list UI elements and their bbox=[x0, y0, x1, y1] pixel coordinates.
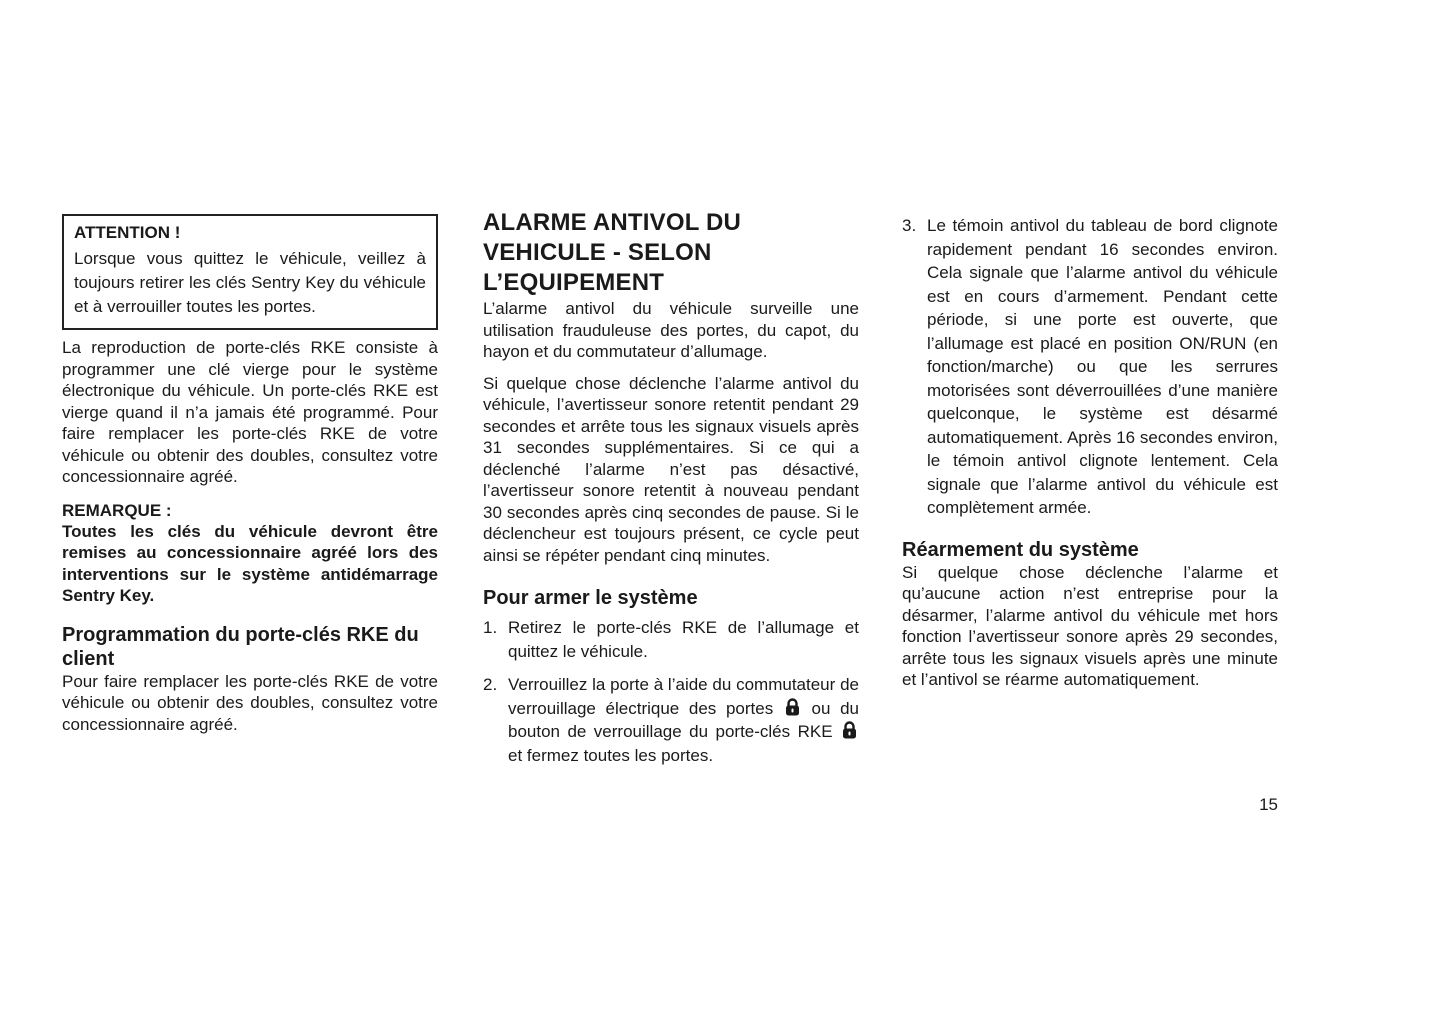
rke-intro-paragraph: La reproduction de porte-clés RKE consiste à programmer une clé vierge pour le système électronique du véhicule. Un porte-clés RKE est vierge quand il n’a jamais été programmé. Pour faire remplacer les porte-clés RKE de votre véhicule ou obtenir des doubles, consultez votre concessionnaire agréé. bbox=[62, 338, 438, 486]
programming-paragraph: Pour faire remplacer les porte-clés RKE de votre véhicule ou obtenir des doubles, consultez votre concessionnaire agréé. bbox=[62, 671, 438, 734]
page-number: 15 bbox=[1259, 795, 1278, 814]
left-column bbox=[62, 214, 438, 735]
step-number: 1. bbox=[483, 618, 498, 637]
arming-steps-continued bbox=[902, 214, 1278, 520]
chapter-title-line-2: VEHICULE - SELON bbox=[483, 239, 712, 266]
right-column bbox=[902, 214, 1278, 691]
chapter-title bbox=[483, 208, 859, 298]
note-title: REMARQUE : bbox=[62, 500, 172, 520]
list-item bbox=[483, 673, 859, 767]
list-item bbox=[902, 214, 1278, 520]
chapter-title-line-1: ALARME ANTIVOL DU bbox=[483, 209, 742, 236]
alarm-intro-paragraph: L’alarme antivol du véhicule surveille une utilisation frauduleuse des portes, du capot, du hayon et du commutateur d’allumage. bbox=[483, 299, 859, 361]
section-heading-rearming: Réarmement du système bbox=[902, 538, 1139, 561]
step-number: 2. bbox=[483, 675, 498, 694]
note-body: Toutes les clés du véhicule devront être remises au concessionnaire agréé lors des interventions sur le système antidémarrage Sentry Key. bbox=[62, 521, 438, 605]
section-heading-programming: Programmation du porte-clés RKE du client bbox=[62, 623, 419, 670]
padlock-icon bbox=[785, 698, 800, 716]
step-number: 3. bbox=[902, 216, 917, 235]
rearming-paragraph: Si quelque chose déclenche l’alarme et qu’aucune action n’est entreprise pour la désarmer, l’alarme antivol du véhicule met hors fonction l’avertisseur sonore après 29 secondes, arrête tous les signaux visuels après une minute et l’antivol se réarme automatiquement. bbox=[902, 562, 1278, 689]
middle-column bbox=[483, 208, 859, 767]
alarm-trigger-paragraph: Si quelque chose déclenche l’alarme antivol du véhicule, l’avertisseur sonore retentit pendant 29 secondes et arrête tous les signaux visuels après 31 secondes supplémentaires. Si ce qui a déclenché l’alarme n’est pas désactivé, l’avertisseur sonore retentit à nouveau pendant 30 secondes après cinq secondes de pause. Si le déclencheur est toujours présent, ce cycle peut ainsi se répéter pendant cinq minutes. bbox=[483, 373, 859, 565]
step-text: Le témoin antivol du tableau de bord clignote rapidement pendant 16 secondes environ. Cela signale que l’alarme antivol du véhicule est en cours d’armement. Pendant cette période, si une porte est ouverte, que l’allumage est placé en position ON/RUN (en fonction/marche) ou que les serrures motorisées sont déverrouillées d’une manière quelconque, le système est désarmé automatiquement. Après 16 secondes environ, le témoin antivol clignote lentement. Cela signale que l’alarme antivol du véhicule est complètement armée. bbox=[927, 216, 1278, 517]
warning-body: Lorsque vous quittez le véhicule, veillez à toujours retirer les clés Sentry Key du véhicule et à verrouiller toutes les portes. bbox=[74, 249, 426, 316]
list-item bbox=[483, 616, 859, 663]
step-text-part: ou du bouton de verrouillage du porte-clés RKE bbox=[508, 698, 859, 741]
step-text bbox=[508, 673, 859, 767]
warning-title: ATTENTION ! bbox=[74, 223, 181, 242]
section-heading-arming: Pour armer le système bbox=[483, 587, 698, 609]
warning-box bbox=[62, 214, 438, 330]
step-text-part: et fermez toutes les portes. bbox=[508, 745, 714, 765]
step-text: Retirez le porte-clés RKE de l’allumage et quittez le véhicule. bbox=[508, 618, 859, 661]
step-text-part: Verrouillez la porte à l’aide du commutateur de verrouillage électrique des portes bbox=[508, 675, 859, 718]
chapter-title-line-3: L’EQUIPEMENT bbox=[483, 269, 665, 296]
padlock-icon bbox=[842, 721, 857, 739]
arming-steps bbox=[483, 616, 859, 767]
